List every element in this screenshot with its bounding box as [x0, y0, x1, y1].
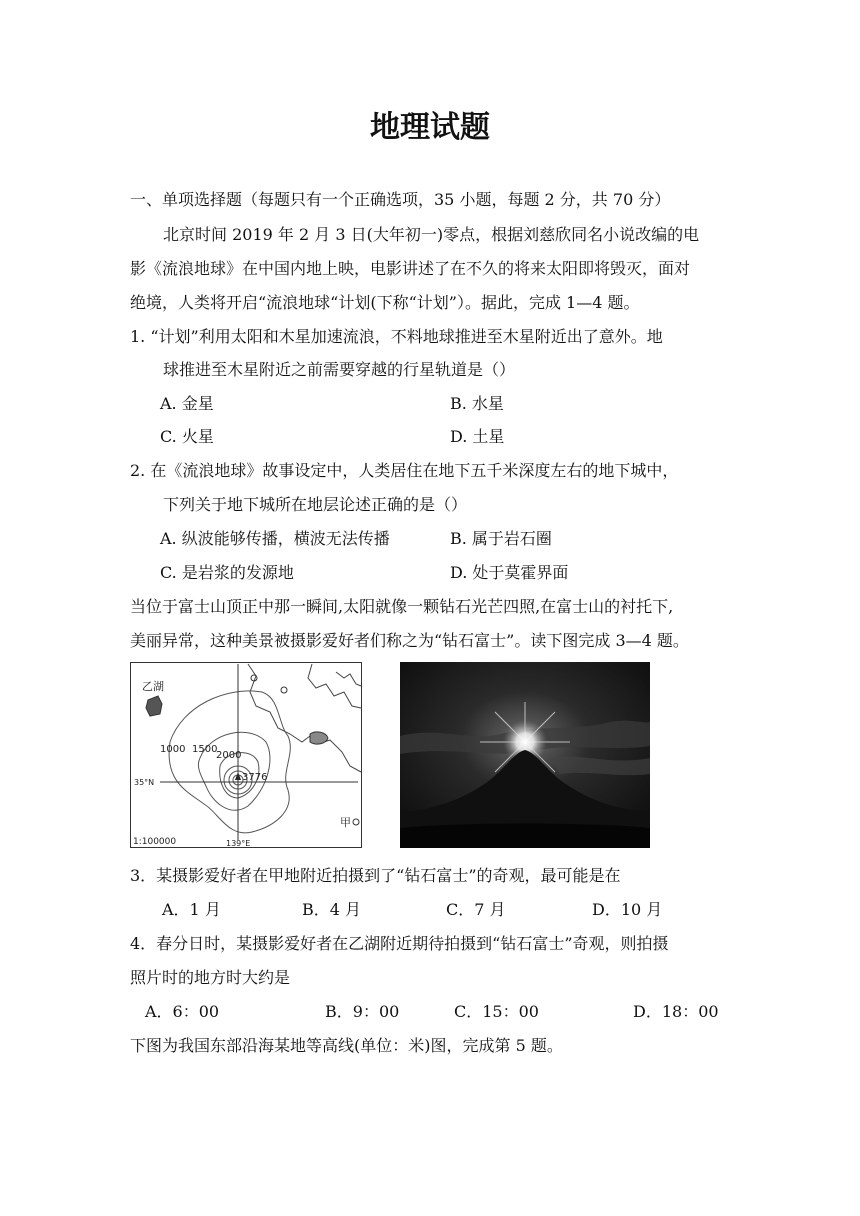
- option-b: B. 属于岩石圈: [450, 529, 552, 548]
- point-jia-label: 甲: [340, 816, 351, 829]
- option-c: C．7 月: [446, 900, 506, 919]
- question-stem: 下列关于地下城所在地层论述正确的是（）: [163, 495, 468, 514]
- option-a: A．1 月: [162, 900, 221, 919]
- question-stem: 3．某摄影爱好者在甲地附近拍摄到了“钻石富士”的奇观，最可能是在: [130, 866, 621, 885]
- longitude-label: 139°E: [226, 839, 251, 848]
- question-stem: 1. “计划”利用太阳和木星加速流浪，不料地球推进至木星附近出了意外。地: [130, 327, 663, 346]
- option-a: A．6：00: [145, 1002, 220, 1021]
- question-stem: 照片时的地方时大约是: [130, 968, 291, 987]
- option-b: B．9：00: [325, 1002, 400, 1021]
- option-b: B. 水星: [450, 394, 504, 413]
- passage-line: 下图为我国东部沿海某地等高线(单位：米)图，完成第 5 题。: [130, 1036, 563, 1055]
- scale-label: 1:100000: [133, 837, 177, 847]
- option-b: B．4 月: [302, 900, 362, 919]
- lake-label: 乙湖: [142, 680, 164, 693]
- option-a: A. 纵波能够传播，横波无法传播: [160, 529, 390, 548]
- question-stem: 2. 在《流浪地球》故事设定中，人类居住在地下五千米深度左右的地下城中，: [130, 461, 679, 480]
- option-d: D. 土星: [450, 427, 505, 446]
- option-a: A. 金星: [160, 394, 214, 413]
- passage-line: 影《流浪地球》在中国内地上映，电影讲述了在不久的将来太阳即将毁灭，面对: [130, 259, 691, 278]
- contour-label: 1000: [160, 744, 186, 755]
- latitude-label: 35°N: [134, 778, 155, 787]
- option-c: C. 是岩浆的发源地: [160, 563, 294, 582]
- passage-line: 当位于富士山顶正中那一瞬间,太阳就像一颗钻石光芒四照,在富士山的衬托下,: [130, 597, 674, 616]
- option-c: C．15：00: [454, 1002, 539, 1021]
- question-stem: 4．春分日时，某摄影爱好者在乙湖附近期待拍摄到“钻石富士”奇观，则拍摄: [130, 934, 669, 953]
- option-c: C. 火星: [160, 427, 214, 446]
- section-heading: 一、单项选择题（每题只有一个正确选项，35 小题，每题 2 分，共 70 分）: [130, 190, 671, 209]
- contour-map: [130, 662, 362, 848]
- contour-label: 1500: [192, 744, 218, 755]
- peak-elevation-label: 3776: [242, 772, 268, 783]
- passage-line: 美丽异常，这种美景被摄影爱好者们称之为“钻石富士”。读下图完成 3—4 题。: [130, 631, 689, 650]
- question-stem: 球推进至木星附近之前需要穿越的行星轨道是（）: [163, 360, 516, 379]
- page-title: 地理试题: [370, 110, 490, 145]
- passage-line: 北京时间 2019 年 2 月 3 日(大年初一)零点，根据刘慈欣同名小说改编的电: [163, 225, 700, 244]
- contour-label: 2000: [216, 750, 242, 761]
- option-d: D．10 月: [592, 900, 663, 919]
- passage-line: 绝境，人类将开启“流浪地球“计划(下称“计划”）。据此，完成 1—4 题。: [130, 293, 640, 312]
- diamond-fuji-photo: [400, 662, 650, 848]
- option-d: D. 处于莫霍界面: [450, 563, 569, 582]
- option-d: D．18：00: [633, 1002, 719, 1021]
